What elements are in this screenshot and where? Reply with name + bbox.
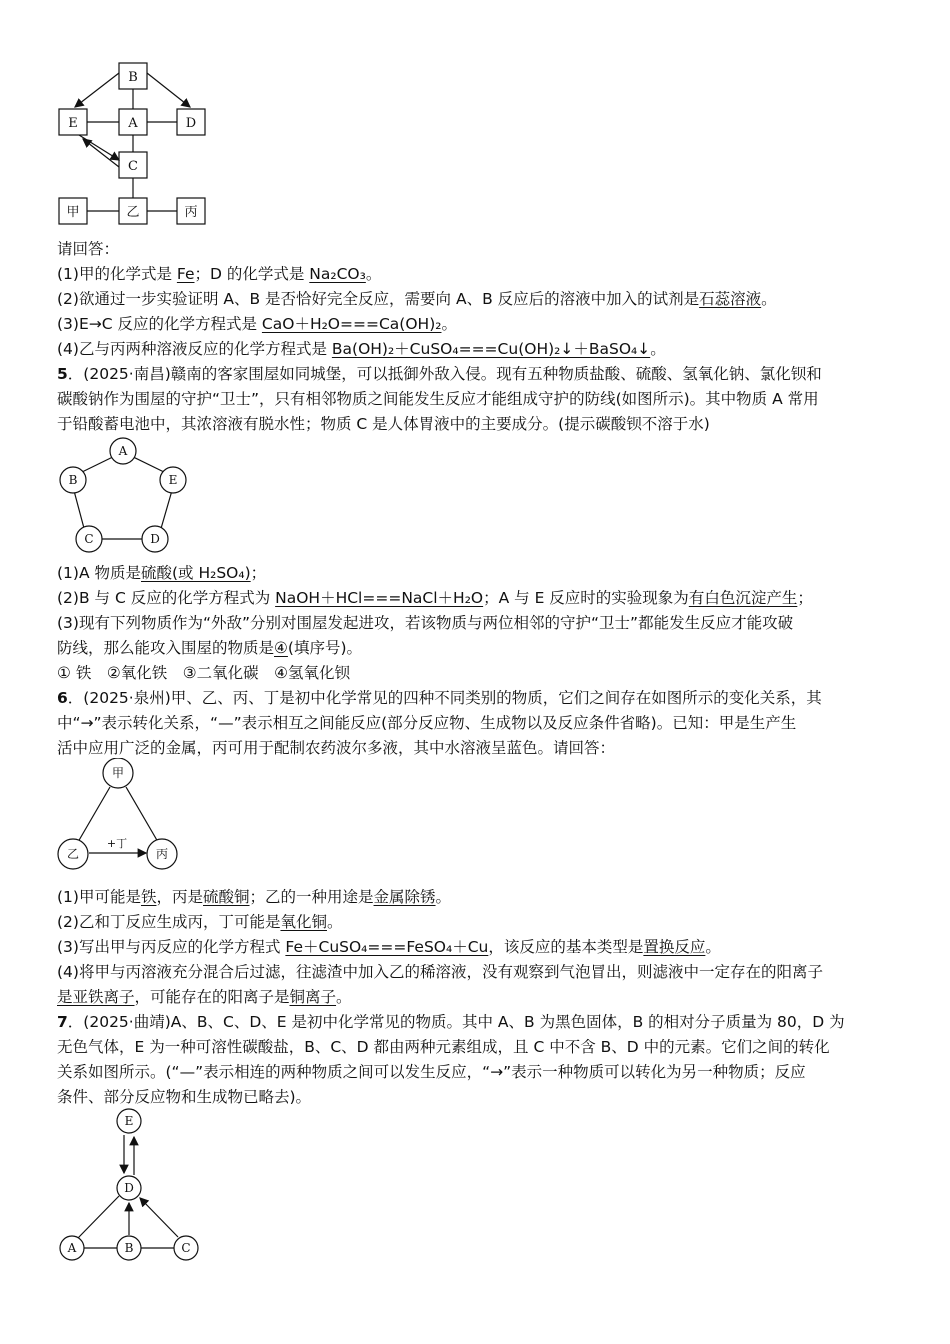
q5-line-3: (3)现有下列物质作为“外敌”分别对围屋发起进攻，若该物质与两位相邻的守护“卫士”都能发生反应才能攻破 <box>57 614 794 632</box>
answer: 有白色沉淀产生 <box>688 589 798 607</box>
q6-line-4: (4)将甲与丙溶液充分混合后过滤，往滤渣中加入乙的稀溶液，没有观察到气泡冒出，则滤液中一定存在的阳离子 <box>57 963 823 981</box>
figure-q7 <box>50 1105 220 1265</box>
label-d: D <box>150 532 160 546</box>
label-e: E <box>168 473 178 487</box>
figure-box-diagram <box>50 55 220 235</box>
label-yi: 乙 <box>66 847 80 861</box>
q5-line-1: (1)A 物质是硫酸(或 H₂SO₄)； <box>57 564 267 582</box>
figure-triangle <box>50 758 190 873</box>
answer: 硫酸铜 <box>203 888 250 906</box>
answer: 石蕊溶液 <box>699 290 762 308</box>
answer: 硫酸(或 H₂SO₄) <box>141 564 251 582</box>
q5-stem-3: 于铅酸蓄电池中，其浓溶液有脱水性；物质 C 是人体胃液中的主要成分。(提示碳酸钡不溶于水) <box>57 415 710 433</box>
q6-line-3: (3)写出甲与丙反应的化学方程式 Fe＋CuSO₄===FeSO₄＋Cu，该反应的基本类型是置换反应。 <box>57 938 721 956</box>
label-c: C <box>84 532 94 546</box>
label-a: A <box>118 444 128 458</box>
answer: 铜离子 <box>289 988 337 1006</box>
label-c: C <box>128 159 138 174</box>
label-e: E <box>68 116 78 131</box>
label-ding: +丁 <box>106 837 128 850</box>
q5-stem-2: 碳酸钠作为围屋的守护“卫士”，只有相邻物质之间能发生反应才能组成守护的防线(如图所示)。其中物质 A 常用 <box>57 390 819 408</box>
label-b: B <box>128 70 138 85</box>
q7-stem-1: 7．(2025·曲靖)A、B、C、D、E 是初中化学常见的物质。其中 A、B 为黑色固体，B 的相对分子质量为 80，D 为 <box>57 1013 845 1031</box>
figure-pentagon <box>50 435 220 560</box>
label-bing: 丙 <box>155 847 169 861</box>
q4-line-2: (2)欲通过一步实验证明 A、B 是否恰好完全反应，需要向 A、B 反应后的溶液中加入的试剂是石蕊溶液。 <box>57 290 777 308</box>
answer: NaOH＋HCl===NaCl＋H₂O <box>275 589 484 607</box>
q7-stem-2: 无色气体，E 为一种可溶性碳酸盐，B、C、D 都由两种元素组成，且 C 中不含 B、D 中的元素。它们之间的转化 <box>57 1038 830 1056</box>
label-bing: 丙 <box>184 205 198 220</box>
answer: 是亚铁离子 <box>57 988 135 1006</box>
q4-line-3: (3)E→C 反应的化学方程式是 CaO＋H₂O===Ca(OH)₂。 <box>57 315 457 333</box>
label-b: B <box>68 473 78 487</box>
label-c: C <box>181 1241 191 1255</box>
q6-line-2: (2)乙和丁反应生成丙，丁可能是氧化铜。 <box>57 913 343 931</box>
q7-stem-4: 条件、部分反应物和生成物已略去)。 <box>57 1088 312 1106</box>
q4-prompt: 请回答： <box>57 240 120 258</box>
q7-stem-3: 关系如图所示。(“—”表示相连的两种物质之间可以发生反应，“→”表示一种物质可以转化为另一种物质；反应 <box>57 1063 806 1081</box>
label-b: B <box>124 1241 134 1255</box>
answer: Fe <box>176 265 195 283</box>
q6-stem-2: 中“→”表示转化关系，“—”表示相互之间能反应(部分反应物、生成物以及反应条件省略)。已知：甲是生产生 <box>57 714 797 732</box>
q5-line-4: 防线，那么能攻入围屋的物质是④(填序号)。 <box>57 639 363 657</box>
q4-line-1: (1)甲的化学式是 Fe；D 的化学式是 Na₂CO₃。 <box>57 265 382 283</box>
answer: 铁 <box>140 888 157 906</box>
q5-line-2: (2)B 与 C 反应的化学方程式为 NaOH＋HCl===NaCl＋H₂O；A 与 E 反应时的实验现象为有白色沉淀产生； <box>57 589 813 607</box>
label-jia: 甲 <box>111 766 125 780</box>
answer: Ba(OH)₂＋CuSO₄===Cu(OH)₂↓＋BaSO₄↓ <box>331 340 651 358</box>
q5-stem-1: 5．(2025·南昌)赣南的客家围屋如同城堡，可以抵御外敌入侵。现有五种物质盐酸、硫酸、氢氧化钠、氯化钡和 <box>57 365 822 383</box>
q6-stem-1: 6．(2025·泉州)甲、乙、丙、丁是初中化学常见的四种不同类别的物质，它们之间存在如图所示的变化关系，其 <box>57 689 822 707</box>
q6-line-5: 是亚铁离子，可能存在的阳离子是铜离子。 <box>57 988 352 1006</box>
q4-line-4: (4)乙与丙两种溶液反应的化学方程式是 Ba(OH)₂＋CuSO₄===Cu(OH)₂↓＋BaSO₄↓。 <box>57 340 666 358</box>
label-e: E <box>124 1114 134 1128</box>
answer: 金属除锈 <box>373 888 436 906</box>
answer: Na₂CO₃ <box>309 265 366 283</box>
label-a: A <box>128 116 138 131</box>
answer: 氧化铜 <box>280 913 327 931</box>
answer: 置换反应 <box>643 938 706 956</box>
label-a: A <box>67 1241 77 1255</box>
q6-line-1: (1)甲可能是铁，丙是硫酸铜；乙的一种用途是金属除锈。 <box>57 888 452 906</box>
answer: ④ <box>274 639 288 657</box>
label-d: D <box>124 1181 134 1195</box>
label-yi: 乙 <box>126 205 140 220</box>
label-d: D <box>185 116 197 131</box>
answer: CaO＋H₂O===Ca(OH)₂ <box>261 315 442 333</box>
q6-stem-3: 活中应用广泛的金属，丙可用于配制农药波尔多液，其中水溶液呈蓝色。请回答： <box>57 739 616 757</box>
answer: Fe＋CuSO₄===FeSO₄＋Cu <box>285 938 489 956</box>
label-jia: 甲 <box>66 205 80 220</box>
q5-options: ① 铁 ②氧化铁 ③二氧化碳 ④氢氧化钡 <box>57 664 351 682</box>
